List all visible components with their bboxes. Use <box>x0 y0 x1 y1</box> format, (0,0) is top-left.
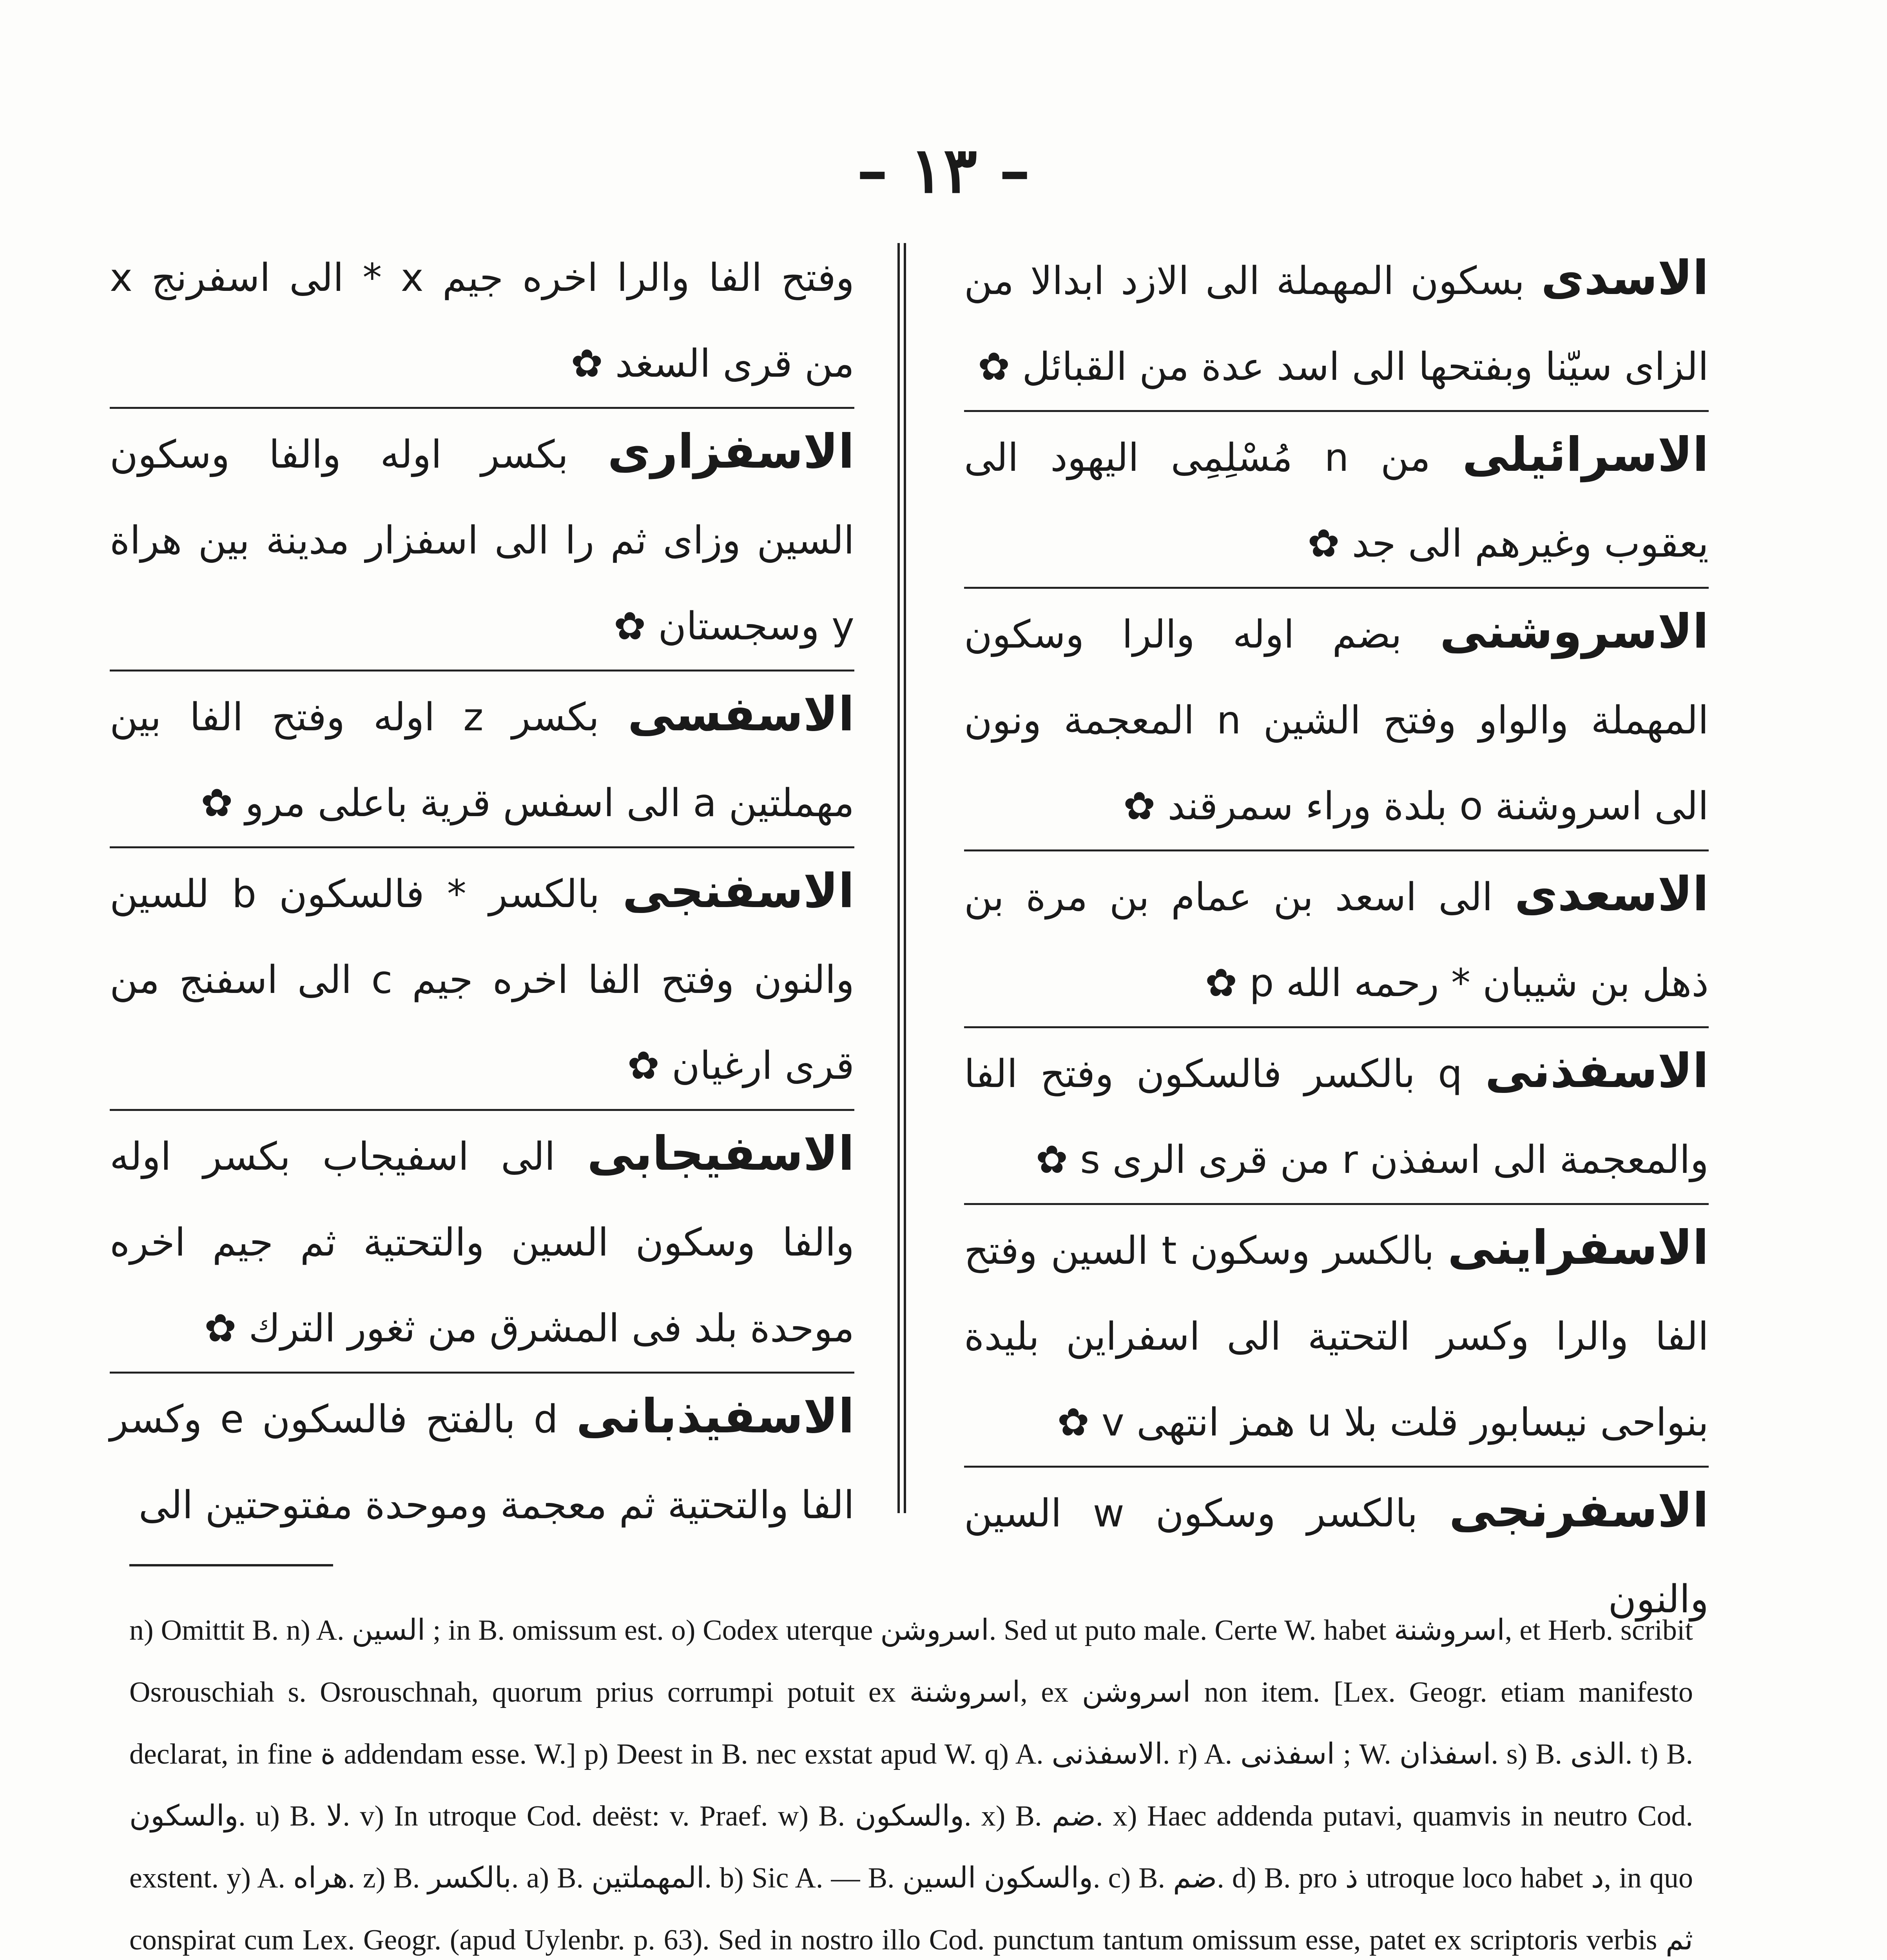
entry <box>110 1109 854 1372</box>
entry-head: الاسفيجابى <box>587 1127 854 1181</box>
entry-text: وفتح الفا والرا اخره جيم x * الى اسفرنج x من قرى السغد ✿ <box>110 256 855 386</box>
entry-text: بسكون المهملة الى الازد ابدالا من الزاى سيّنا وبفتحها الى اسد عدة من القبائل ✿ <box>964 259 1709 389</box>
entry-text: بكسر z اوله وفتح الفا بين مهملتين a الى اسفس قرية باعلى مرو ✿ <box>110 695 854 826</box>
entry-head: الاسفيذبانى <box>576 1389 854 1444</box>
entry-text: الى اسعد بن عمام بن مرة بن ذهل بن شيبان * رحمه الله p ✿ <box>964 875 1709 1005</box>
entry-head: الاسروشنى <box>1439 604 1709 659</box>
entry-head: الاسفزارى <box>607 425 854 479</box>
entry-text: بكسر اوله والفا وسكون السين وزاى ثم را الى اسفزار مدينة بين هراة y وسجستان ✿ <box>110 432 854 649</box>
entry-head: الاسفنجى <box>622 864 854 918</box>
entry-text: d بالفتح فالسكون e وكسر الفا والتحتية ثم معجمة وموحدة مفتوحتين الى <box>110 1397 854 1528</box>
two-column-text <box>110 235 1709 1622</box>
entry-head: الاسفرنجى <box>1449 1483 1709 1538</box>
column-divider <box>897 243 906 1513</box>
entry-head: الاسدى <box>1541 251 1709 305</box>
page-number: – ١٣ – <box>856 133 1031 207</box>
entry <box>964 587 1709 849</box>
entry <box>110 1372 854 1548</box>
entry-head: الاسرائيلى <box>1462 428 1709 482</box>
entry-text: بالكسر وسكون t السين وفتح الفا والرا وكسر التحتية الى اسفراين بليدة بنواحى نيسابور قلت بلا u همز انتهى v ✿ <box>964 1229 1709 1445</box>
entry <box>110 235 854 407</box>
left-column <box>110 235 855 1528</box>
entry <box>964 410 1709 587</box>
entry-head: الاسفسى <box>627 687 855 742</box>
right-column <box>964 235 1709 1622</box>
entry <box>964 1203 1709 1466</box>
footnotes: n) Omittit B. n) A. السين ; in B. omissum est. o) Codex uterque اسروشن. Sed ut puto male. Certe W. habet اسروشنة, et Herb. scribit Osrouschiah s. Osrouschnah, quorum prius corrumpi potuit ex اسروشنة, ex اسروشن non item. [Lex. Geogr. etiam manifesto declarat, in fine ة addendam esse. W.] p) Deest in B. nec exstat apud W. q) A. الاسفذنى. r) A. اسفذنى ; W. اسفذان. s) B. الذى. t) B. والسكون. u) B. لا. v) In utroque Cod. deëst: v. Praef. w) B. والسكون. x) B. ضم. x) Haec addenda putavi, quamvis in neutro Cod. exstent. y) A. هراه. z) B. بالكسر. a) B. المهملتين. b) Sic A. — B. والسكون السين. c) B. ضم. d) B. pro ذ utroque loco habet د, in quo conspirat cum Lex. Geogr. (apud Uylenbr. p. 63). Sed in nostro illo Cod. punctum tantum omissum esse, patet ex scriptoris verbis ثم <box>129 1614 1693 1956</box>
entry-text: بضم اوله والرا وسكون المهملة والواو وفتح الشين n المعجمة ونون الى اسروشنة o بلدة وراء سمرقند ✿ <box>964 612 1709 829</box>
entry <box>964 1026 1709 1203</box>
entry <box>110 407 854 670</box>
entry-head: الاسعدى <box>1514 867 1709 922</box>
entry-head: الاسفذنى <box>1485 1044 1709 1098</box>
entry-text: بالكسر * فالسكون b للسين والنون وفتح الفا اخره جيم c الى اسفنج من قرى ارغيان ✿ <box>110 872 854 1088</box>
entry <box>964 849 1709 1026</box>
entry-text: بالكسر وسكون w السين والنون <box>964 1491 1709 1622</box>
entry-text: q بالكسر فالسكون وفتح الفا والمعجمة الى اسفذن r من قرى الرى s ✿ <box>964 1052 1709 1182</box>
entry-head: الاسفراينى <box>1447 1221 1709 1275</box>
entry <box>964 235 1709 410</box>
entry <box>110 670 854 846</box>
entry <box>110 846 854 1109</box>
entry-text: من n مُسْلِمِى اليهود الى يعقوب وغيرهم الى جد ✿ <box>964 436 1709 566</box>
footnote-rule <box>129 1564 333 1566</box>
entry-text: الى اسفيجاب بكسر اوله والفا وسكون السين والتحتية ثم جيم اخره موحدة بلد فى المشرق من ثغور الترك ✿ <box>110 1134 854 1351</box>
